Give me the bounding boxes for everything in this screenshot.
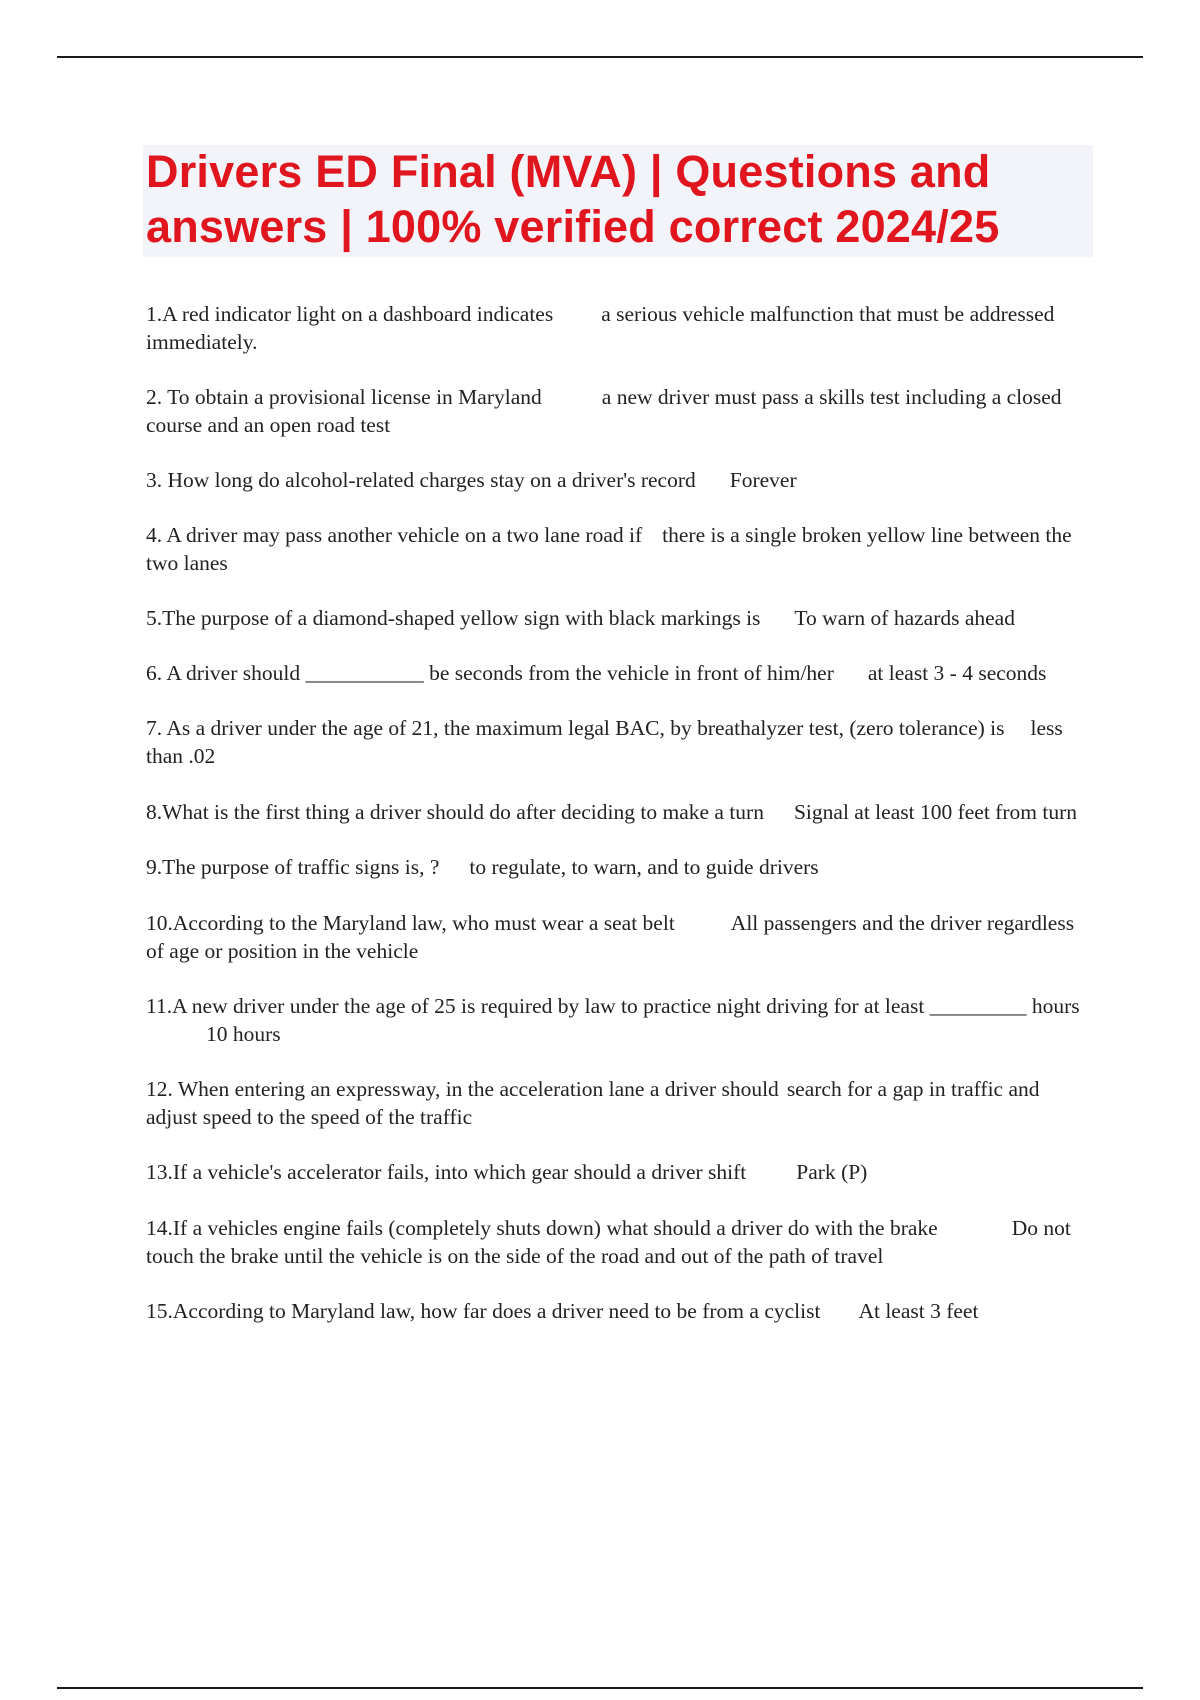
question-text: 10.According to the Maryland law, who must wear a seat belt [146, 911, 675, 935]
qa-item-15 [146, 1297, 1096, 1325]
question-text: 5.The purpose of a diamond-shaped yellow sign with black markings is [146, 606, 761, 630]
answer-text: to regulate, to warn, and to guide drivers [469, 855, 819, 879]
qa-item-1 [146, 300, 1096, 356]
answer-text: Park (P) [796, 1160, 868, 1184]
document-title: Drivers ED Final (MVA) | Questions and answers | 100% verified correct 2024/25 [146, 146, 1000, 252]
answer-text: Signal at least 100 feet from turn [793, 800, 1077, 824]
question-text: 15.According to Maryland law, how far does a driver need to be from a cyclist [146, 1299, 821, 1323]
qa-item-14 [146, 1214, 1096, 1270]
qa-item-8 [146, 798, 1096, 826]
answer-text: All passengers and the driver regardless of age or position in the vehicle [146, 911, 1080, 963]
question-text: 13.If a vehicle's accelerator fails, into which gear should a driver shift [146, 1160, 747, 1184]
question-text: 9.The purpose of traffic signs is, ? [146, 855, 440, 879]
question-text: 3. How long do alcohol-related charges stay on a driver's record [146, 468, 696, 492]
answer-text: less than .02 [146, 716, 1069, 768]
qa-item-13 [146, 1158, 1096, 1186]
question-text: 12. When entering an expressway, in the acceleration lane a driver should [146, 1077, 779, 1101]
answer-text: Forever [729, 468, 797, 492]
answer-text: a serious vehicle malfunction that must be addressed immediately. [146, 302, 1060, 354]
question-text: 7. As a driver under the age of 21, the maximum legal BAC, by breathalyzer test, (zero tolerance) is [146, 716, 1005, 740]
qa-item-7 [146, 714, 1096, 770]
qa-item-5 [146, 604, 1096, 632]
answer-text: a new driver must pass a skills test including a closed course and an open road test [146, 385, 1067, 437]
answer-text: search for a gap in traffic and adjust speed to the speed of the traffic [146, 1077, 1045, 1129]
qa-item-4 [146, 521, 1096, 577]
qa-item-6 [146, 659, 1096, 687]
question-text: 1.A red indicator light on a dashboard indicates [146, 302, 554, 326]
question-text: 8.What is the first thing a driver should do after deciding to make a turn [146, 800, 764, 824]
question-text: 4. A driver may pass another vehicle on a two lane road if [146, 523, 643, 547]
answer-text: At least 3 feet [858, 1299, 979, 1323]
answer-text: at least 3 - 4 seconds [867, 661, 1047, 685]
qa-item-9 [146, 853, 1096, 881]
question-text: 11.A new driver under the age of 25 is required by law to practice night driving for at least _________ hours [146, 994, 1080, 1018]
qa-list [146, 300, 1096, 1352]
qa-item-3 [146, 466, 1096, 494]
question-text: 6. A driver should ___________ be seconds from the vehicle in front of him/her [146, 661, 834, 685]
answer-text: To warn of hazards ahead [794, 606, 1015, 630]
answer-text: Do not touch the brake until the vehicle is on the side of the road and out of the path of travel [146, 1216, 1077, 1268]
qa-item-2 [146, 383, 1096, 439]
top-rule [57, 56, 1143, 58]
qa-item-12 [146, 1075, 1096, 1131]
qa-item-10 [146, 909, 1096, 965]
qa-item-11 [146, 992, 1096, 1048]
answer-text: there is a single broken yellow line between the two lanes [146, 523, 1078, 575]
answer-text: 10 hours [206, 1022, 281, 1046]
question-text: 14.If a vehicles engine fails (completely shuts down) what should a driver do with the brake [146, 1216, 938, 1240]
bottom-rule [57, 1687, 1143, 1689]
question-text: 2. To obtain a provisional license in Maryland [146, 385, 542, 409]
